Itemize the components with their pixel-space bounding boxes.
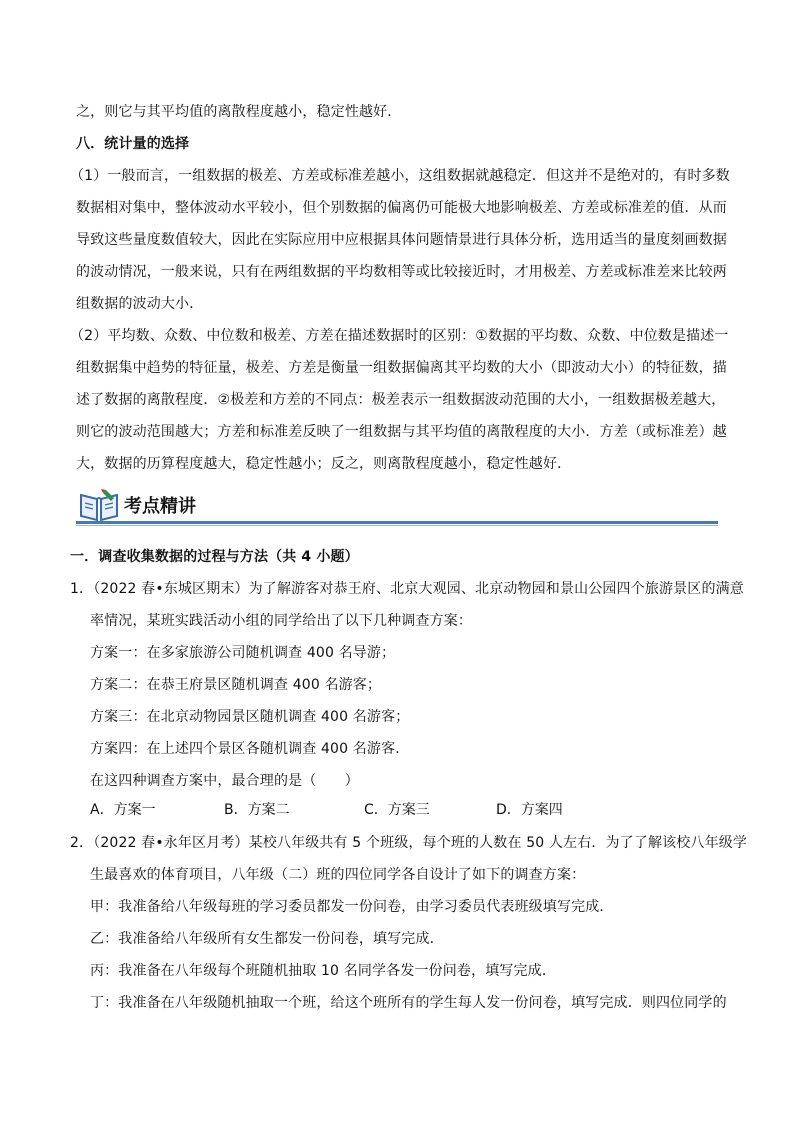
section-banner — [76, 487, 718, 529]
question-stem: 在这四种调查方案中，最合理的是（ ） — [90, 773, 359, 789]
option-b: B．方案二 — [224, 802, 290, 818]
section-heading: 八．统计量的选择 — [76, 136, 190, 152]
plan-line: 方案四：在上述四个景区各随机调查 400 名游客． — [90, 741, 410, 757]
plan-line: 甲：我准备给八年级每班的学习委员都发一份问卷，由学习委员代表班级填写完成． — [90, 899, 614, 915]
paragraph-line: 组数据集中趋势的特征量，极差、方差是衡量一组数据偏离其平均数的大小（即波动大小）的特征数，描 — [76, 360, 727, 376]
option-c: C．方案三 — [364, 802, 430, 818]
option-d: D．方案四 — [496, 802, 563, 818]
paragraph-line: （1）一般而言，一组数据的极差、方差或标准差越小，这组数据就越稳定．但这并不是绝对的，有时多数 — [70, 168, 730, 184]
intro-line: 之，则它与其平均值的离散程度越小，稳定性越好． — [76, 104, 402, 120]
paragraph-line: 则它的波动范围越大；方差和标准差反映了一组数据与其平均值的离散程度的大小．方差（或标准差）越 — [76, 424, 727, 440]
paragraph-line: 数据相对集中，整体波动水平较小，但个别数据的偏离仍可能极大地影响极差、方差或标准差的值．从而 — [76, 200, 727, 216]
question-line: 生最喜欢的体育项目，八年级（二）班的四位同学各自设计了如下的调查方案： — [90, 867, 586, 883]
banner-rule — [76, 521, 718, 524]
paragraph-line: （2）平均数、众数、中位数和极差、方差在描述数据时的区别：①数据的平均数、众数、中位数是描述一 — [70, 328, 729, 344]
open-book-icon — [78, 487, 120, 523]
answer-options — [0, 800, 794, 822]
plan-line: 丙：我准备在八年级每个班随机抽取 10 名同学各发一份问卷，填写完成． — [90, 963, 556, 979]
banner-rule-thin — [76, 525, 718, 526]
plan-line: 乙：我准备给八年级所有女生都发一份问卷，填写完成． — [90, 931, 444, 947]
part-heading: 一．调查收集数据的过程与方法（共 4 小题） — [70, 549, 359, 565]
question-line: 1．（2022 春•东城区期末）为了解游客对恭王府、北京大观园、北京动物园和景山公园四个旅游景区的满意 — [70, 581, 744, 597]
paragraph-line: 的波动情况，一般来说，只有在两组数据的平均数相等或比较接近时，才用极差、方差或标准差来比较两 — [76, 264, 727, 280]
plan-line: 方案三：在北京动物园景区随机调查 400 名游客； — [90, 709, 410, 725]
plan-line: 丁：我准备在八年级随机抽取一个班，给这个班所有的学生每人发一份问卷，填写完成．则四位同学的 — [90, 995, 727, 1011]
paragraph-line: 述了数据的离散程度．②极差和方差的不同点：极差表示一组数据波动范围的大小，一组数据极差越大， — [76, 392, 726, 408]
option-a: A．方案一 — [90, 802, 156, 818]
plan-line: 方案一：在多家旅游公司随机调查 400 名导游； — [90, 645, 396, 661]
paragraph-line: 组数据的波动大小． — [76, 296, 204, 312]
banner-title: 考点精讲 — [124, 496, 196, 517]
paragraph-line: 大，数据的历算程度越大，稳定性越小；反之，则离散程度越小，稳定性越好． — [76, 456, 572, 472]
plan-line: 方案二：在恭王府景区随机调查 400 名游客； — [90, 677, 382, 693]
question-line: 率情况，某班实践活动小组的同学给出了以下几种调查方案： — [90, 613, 473, 629]
question-line: 2．（2022 春•永年区月考）某校八年级共有 5 个班级，每个班的人数在 50 人左右．为了了解该校八年级学 — [70, 835, 748, 851]
paragraph-line: 导致这些量度数值较大，因此在实际应用中应根据具体问题情景进行具体分析，选用适当的量度刻画数据 — [76, 232, 727, 248]
